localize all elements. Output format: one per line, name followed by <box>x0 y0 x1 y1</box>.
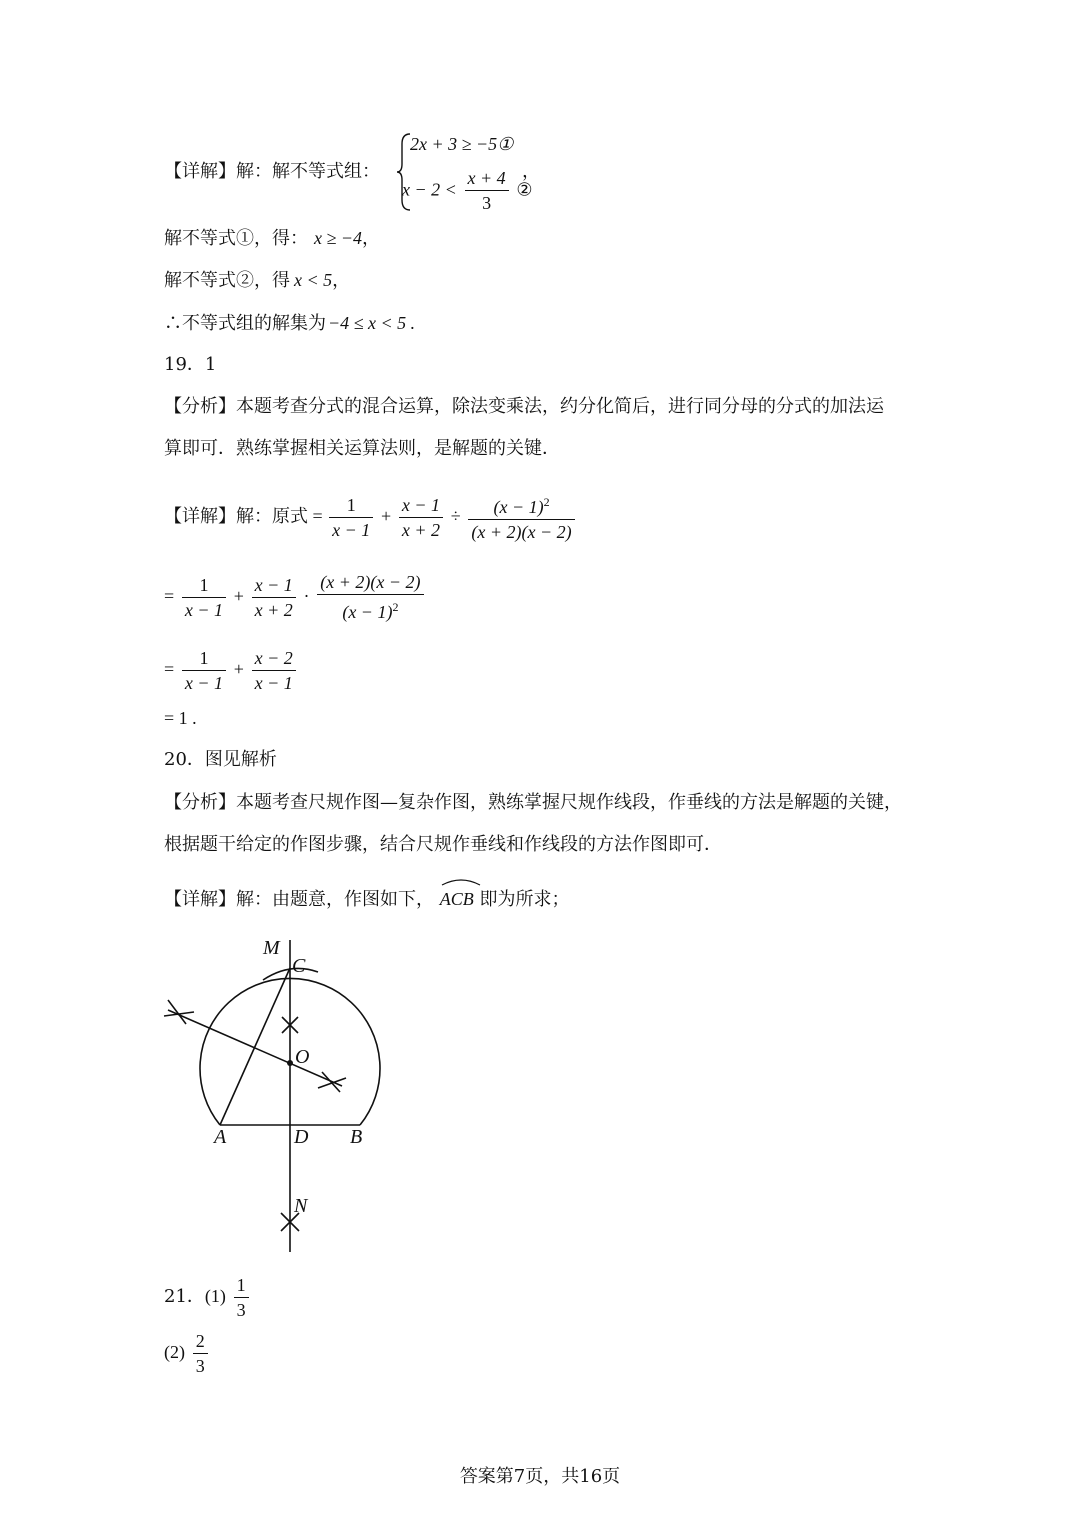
q18-conclusion-text: ∴不等式组的解集为 <box>164 313 326 334</box>
fraction-denominator: 3 <box>236 1299 246 1320</box>
label-m: M <box>263 937 280 959</box>
q19-analysis-line1: 【分析】本题考查分式的混合运算，除法变乘法，约分化简后，进行同分母的分式的加法运 <box>164 396 884 417</box>
circle-two-mark: ② <box>516 179 533 201</box>
q21-part2-label: (2) <box>164 1342 185 1362</box>
label-c: C <box>292 955 306 977</box>
fraction-numerator: 1 <box>182 646 226 671</box>
q18-trailing-comma: ， <box>522 161 540 182</box>
label-n: N <box>294 1195 308 1217</box>
label-b: B <box>350 1126 363 1148</box>
q18-detail-label: 【详解】解：解不等式组： <box>164 161 380 182</box>
q18-conclusion-math: −4 ≤ x < 5 <box>328 313 407 333</box>
segment-ac <box>220 968 290 1125</box>
q19-analysis-line2: 算即可．熟练掌握相关运算法则，是解题的关键． <box>164 438 560 459</box>
q18-step1-math: x ≥ −4 <box>314 228 363 248</box>
q21-part1-label: (1) <box>204 1286 226 1306</box>
fraction-x-minus-2-over-x-minus-1 <box>252 646 296 695</box>
fraction-denominator: (x + 2)(x − 2) <box>471 522 572 542</box>
construction-figure <box>150 920 410 1260</box>
q21-part2 <box>164 1328 210 1378</box>
q19-detail-label: 【详解】解：原式 <box>164 506 308 527</box>
q18-conclusion-end: . <box>410 313 415 333</box>
fraction-1-over-x-minus-1 <box>182 573 226 622</box>
q20-detail <box>164 880 569 915</box>
q19-heading: 19．1 <box>164 354 217 375</box>
label-a: A <box>214 1126 227 1148</box>
inequality-1: 2x + 3 ≥ −5① <box>410 134 514 154</box>
fraction-denominator: x − 1 <box>184 599 224 620</box>
fraction-numerator: x − 2 <box>252 646 296 671</box>
q19-final: = 1 . <box>164 708 197 728</box>
fraction-denominator: x + 2 <box>401 519 441 540</box>
label-d: D <box>294 1126 309 1148</box>
perpendicular-bisector <box>168 1010 342 1086</box>
fraction-one-third <box>234 1273 249 1322</box>
fraction-numerator: 1 <box>182 573 226 598</box>
fraction-numerator: x − 1 <box>399 493 443 518</box>
q20-analysis-line1: 【分析】本题考查尺规作图—复杂作图，熟练掌握尺规作线段，作垂线的方法是解题的关键， <box>164 792 902 813</box>
fraction-squared-over-product <box>468 490 574 544</box>
fraction-numerator: 1 <box>329 493 373 518</box>
q21-part1 <box>164 1272 251 1322</box>
page-footer: 答案第7页，共16页 <box>459 1466 621 1487</box>
fraction-numerator: 2 <box>193 1329 208 1354</box>
q18-step1-text: 解不等式①，得： <box>164 228 308 249</box>
fraction-denominator: (x − 1) <box>342 602 393 622</box>
fraction-1-over-x-minus-1 <box>329 493 373 542</box>
q20-heading: 20．图见解析 <box>164 749 277 770</box>
q18-step2 <box>164 265 350 296</box>
exponent: 2 <box>543 495 550 509</box>
q18-step1-end: ， <box>362 228 381 249</box>
q20-detail-text: 【详解】解：由题意，作图如下， <box>164 889 434 910</box>
fraction-x-minus-1-over-x-plus-2 <box>252 573 296 622</box>
inequality-2-left: x − 2 < <box>402 179 457 200</box>
exponent: 2 <box>392 600 399 614</box>
fraction-denominator: x − 1 <box>184 672 224 693</box>
q19-step3: = $\frac{1}{x - 1}$ + $\frac{x - 2}{x - 1}$ <box>164 645 298 695</box>
q18-step2-end: ， <box>332 270 351 291</box>
arc-acb-label <box>440 880 474 914</box>
point-o <box>287 1060 293 1066</box>
fraction-numerator: 1 <box>234 1273 249 1298</box>
fraction-numerator: (x + 2)(x − 2) <box>317 570 423 595</box>
arc-mark-icon <box>440 878 482 886</box>
q18-conclusion <box>164 308 415 339</box>
q20-detail-end: 即为所求； <box>479 889 570 910</box>
label-o: O <box>295 1046 310 1068</box>
fraction-denominator: x − 1 <box>332 519 371 540</box>
fraction-denominator: 3 <box>195 1355 205 1376</box>
cross-mark-lower-right <box>318 1072 346 1092</box>
fraction-product-over-squared <box>317 570 423 624</box>
fraction-x-plus-4-over-3 <box>465 166 509 215</box>
fraction-denominator: 3 <box>482 193 492 213</box>
q19-step1: 【详解】解：原式 = $\frac{1}{x - 1}$ + $\frac{x - 1}{x + 2}$ ÷ $\frac{(x - 1)^2}{(x + 2)(x - 2)}$ <box>164 490 577 544</box>
q18-step2-text: 解不等式②，得 <box>164 270 290 291</box>
fraction-1-over-x-minus-1 <box>182 646 226 695</box>
fraction-numerator: x − 1 <box>252 573 296 598</box>
q19-step2: = $\frac{1}{x - 1}$ + $\frac{x - 1}{x + 2}$ · $\frac{(x + 2)(x - 2)}{(x - 1)^2}$ <box>164 570 426 624</box>
fraction-numerator: x + 4 <box>465 166 509 191</box>
fraction-numerator: (x − 1) <box>493 497 544 517</box>
inequality-system <box>396 130 536 214</box>
inequality-2 <box>402 166 533 215</box>
q18-step1 <box>164 223 380 254</box>
fraction-denominator: x + 2 <box>254 599 293 620</box>
fraction-denominator: x − 1 <box>254 672 293 693</box>
fraction-x-minus-1-over-x-plus-2 <box>399 493 443 542</box>
q20-analysis-line2: 根据题干给定的作图步骤，结合尺规作垂线和作线段的方法作图即可． <box>164 834 722 855</box>
fraction-two-thirds <box>193 1329 208 1378</box>
cross-mark-upper-left <box>164 1000 194 1024</box>
arc-label-text: ACB <box>439 889 474 909</box>
q21-heading: 21． <box>164 1286 205 1307</box>
q18-step2-math: x < 5 <box>294 270 333 290</box>
